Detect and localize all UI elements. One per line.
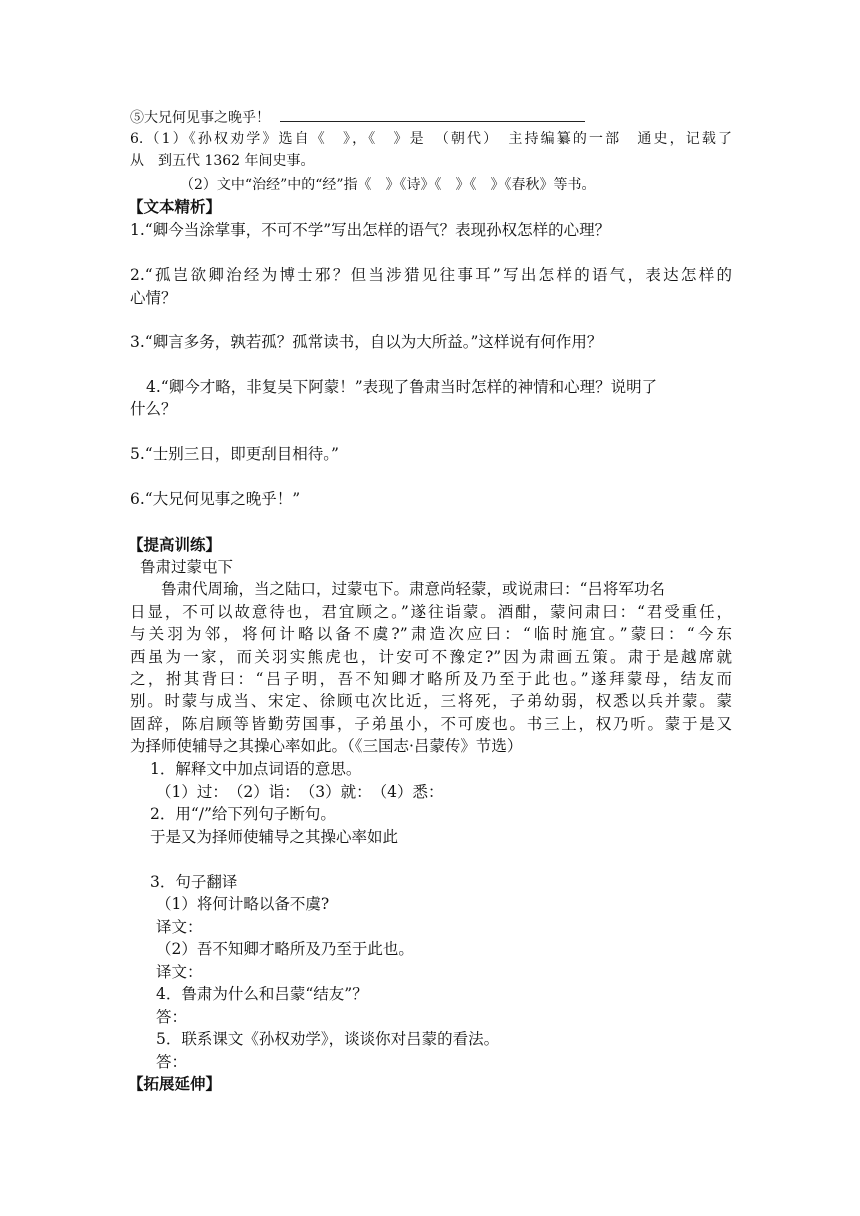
analysis-q2-row <box>130 266 732 285</box>
passage-line-row <box>130 648 732 667</box>
training-q3: 3．句子翻译 <box>150 873 238 891</box>
passage-line: 之，拊其背曰：“吕子明，吾不知卿才略所及乃至于此也。”遂拜蒙母，结友而 <box>130 670 732 688</box>
translation-label: 译文： <box>156 963 203 981</box>
translation-label: 译文： <box>156 918 203 936</box>
passage-line-row <box>130 625 732 644</box>
q6-line1-row <box>130 131 732 148</box>
q5-fill-item <box>130 108 585 127</box>
q6-line2: 从 到五代 1362 年间史事。 <box>130 153 315 169</box>
passage-line: 别。时蒙与成当、宋定、徐顾屯次比近，三将死，子弟幼弱，权悉以兵并蒙。蒙 <box>130 692 732 710</box>
answer-blank-line <box>280 108 585 122</box>
section-heading-extension: 【拓展延伸】 <box>128 1074 222 1093</box>
training-q2: 2．用“/”给下列句子断句。 <box>150 805 336 823</box>
passage-line: 日显，不可以故意待也，君宜顾之。”遂往诣蒙。酒酣，蒙问肃曰：“君受重任， <box>130 603 732 621</box>
section-heading-text-analysis: 【文本精析】 <box>128 197 222 216</box>
analysis-q6: 6.“大兄何见事之晚乎！” <box>130 490 301 508</box>
passage-line: 与关羽为邻，将何计略以备不虞?”肃造次应曰：“临时施宜。”蒙曰：“今东 <box>130 625 732 643</box>
training-q1-items: （1）过： （2）诣： （3）就： （4）悉： <box>156 783 444 801</box>
q6-line1: 6.（1）《孙权劝学》选自《 》，《 》是 （朝代） 主持编纂的一部 通史，记载了 <box>130 131 732 147</box>
analysis-q5: 5.“士别三日，即更刮目相待。” <box>130 445 339 463</box>
passage-title: 鲁肃过蒙屯下 <box>140 558 234 576</box>
analysis-q1: 1.“卿今当涂掌事，不可不学”写出怎样的语气？表现孙权怎样的心理？ <box>130 221 611 239</box>
section-heading-improvement-training: 【提高训练】 <box>128 535 222 554</box>
training-q5: 5．联系课文《孙权劝学》，谈谈你对吕蒙的看法。 <box>156 1030 500 1048</box>
passage-line: 鲁肃代周瑜，当之陆口，过蒙屯下。肃意尚轻蒙，或说肃曰：“吕将军功名 <box>161 580 665 598</box>
analysis-q4-line2: 什么？ <box>130 400 177 418</box>
analysis-q3: 3.“卿言多务，孰若孤？孤常读书，自以为大所益。”这样说有何作用？ <box>130 333 603 351</box>
training-q4: 4．鲁肃为什么和吕蒙“结友”？ <box>156 985 368 1003</box>
passage-line-row <box>130 715 732 734</box>
training-q3-sentence2: （2）吾不知卿才略所及乃至于此也。 <box>156 940 414 958</box>
passage-line: 为择师使辅导之其操心率如此。（《三国志·吕蒙传》节选） <box>130 737 523 755</box>
passage-line: 固辞，陈启顾等皆勤劳国事，子弟虽小，不可废也。书三上，权乃听。蒙于是又 <box>130 715 732 733</box>
answer-label: 答： <box>156 1053 188 1071</box>
analysis-q4-line1: 4.“卿今才略，非复吴下阿蒙！”表现了鲁肃当时怎样的神情和心理？说明了 <box>146 378 658 396</box>
passage-line: 西虽为一家，而关羽实熊虎也，计安可不豫定?”因为肃画五策。肃于是越席就 <box>130 648 732 666</box>
training-q1: 1．解释文中加点词语的意思。 <box>150 760 362 778</box>
training-q3-sentence1: （1）将何计略以备不虞? <box>156 895 330 913</box>
answer-label: 答： <box>156 1008 188 1026</box>
analysis-q2-line1: 2.“孤岂欲卿治经为博士邪？但当涉猎见往事耳”写出怎样的语气，表达怎样的 <box>130 266 732 284</box>
q6-line3: （2）文中“治经”中的“经”指《 》《诗》《 》《 》《春秋》等书。 <box>180 177 596 193</box>
q5-item-text: ⑤大兄何见事之晚乎！ <box>130 110 270 126</box>
analysis-q2-line2: 心情？ <box>130 289 177 307</box>
passage-line-row <box>130 603 732 622</box>
passage-line-row <box>130 692 732 711</box>
passage-line-row <box>130 670 732 689</box>
training-q2-sentence: 于是又为择师使辅导之其操心率如此 <box>150 828 399 846</box>
